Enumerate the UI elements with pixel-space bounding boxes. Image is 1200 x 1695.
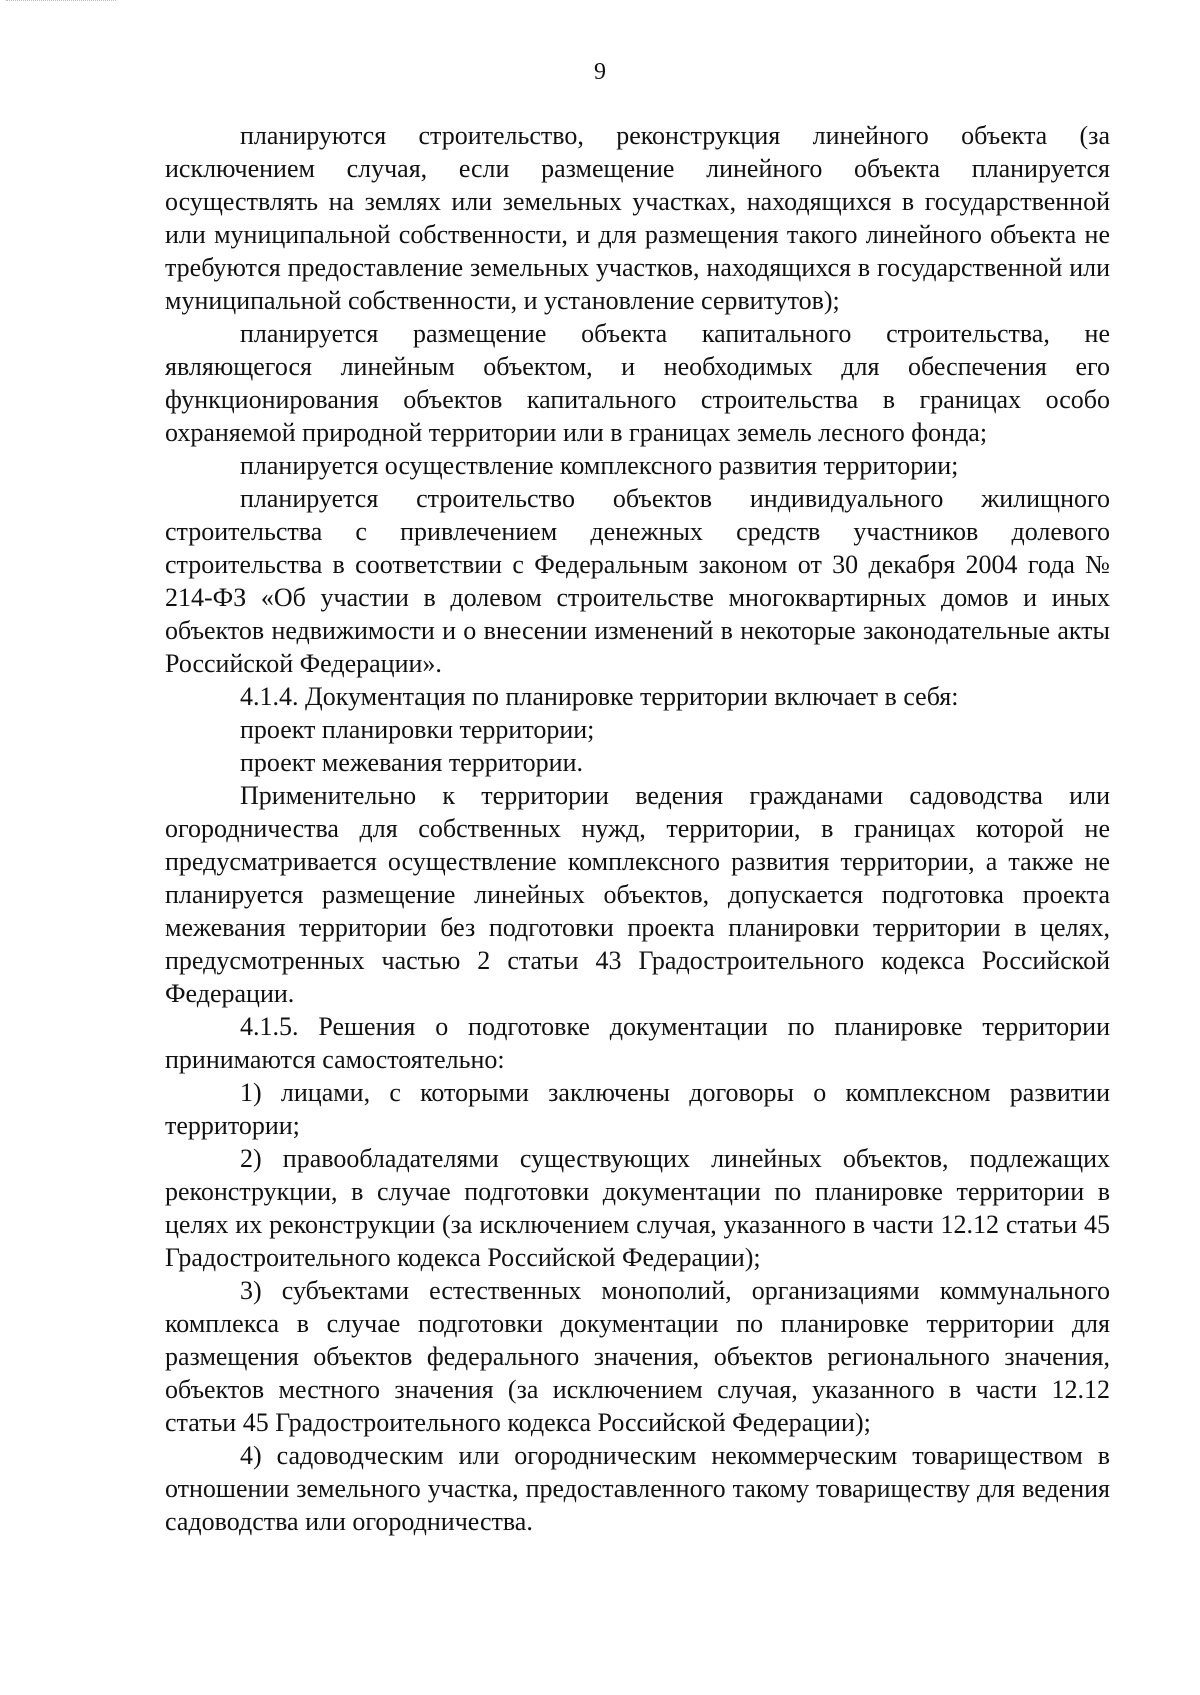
list-item: 4) садоводческим или огородническим некоммерческим товариществом в отношении земельного участка, предоставленного такому товариществу для ведения садоводства или огородничества. bbox=[165, 1441, 1110, 1536]
paragraph: проект планировки территории; bbox=[240, 715, 595, 744]
paragraph: планируется осуществление комплексного развития территории; bbox=[240, 451, 959, 480]
section-heading-4-1-5: 4.1.5. Решения о подготовке документации по планировке территории принимаются самостоятельно: bbox=[165, 1012, 1110, 1074]
section-heading-4-1-4: 4.1.4. Документация по планировке территории включает в себя: bbox=[240, 682, 959, 711]
paragraph: планируется размещение объекта капитального строительства, не являющегося линейным объектом, и необходимых для обеспечения его функционирования объектов капитального строительства в границах особо охраняемой природной территории или в границах земель лесного фонда; bbox=[165, 319, 1110, 447]
paragraph: планируются строительство, реконструкция линейного объекта (за исключением случая, если размещение линейного объекта планируется осуществлять на землях или земельных участках, находящихся в государственной или муниципальной собственности, и для размещения такого линейного объекта не требуются предоставление земельных участков, находящихся в государственной или муниципальной собственности, и установление сервитутов); bbox=[165, 121, 1110, 315]
page-number: 9 bbox=[594, 59, 606, 85]
list-item: 2) правообладателями существующих линейных объектов, подлежащих реконструкции, в случае подготовки документации по планировке территории в целях их реконструкции (за исключением случая, указанного в части 12.12 статьи 45 Градостроительного кодекса Российской Федерации); bbox=[165, 1144, 1110, 1272]
paragraph: планируется строительство объектов индивидуального жилищного строительства с привлечением денежных средств участников долевого строительства в соответствии с Федеральным законом от 30 декабря 2004 года № 214-ФЗ «Об участии в долевом строительстве многоквартирных домов и иных объектов недвижимости и о внесении изменений в некоторые законодательные акты Российской Федерации». bbox=[165, 484, 1110, 678]
scan-artifact bbox=[6, 0, 116, 7]
list-item: 3) субъектами естественных монополий, организациями коммунального комплекса в случае подготовки документации по планировке территории для размещения объектов федерального значения, объектов регионального значения, объектов местного значения (за исключением случая, указанного в части 12.12 статьи 45 Градостроительного кодекса Российской Федерации); bbox=[165, 1276, 1110, 1437]
list-item: 1) лицами, с которыми заключены договоры о комплексном развитии территории; bbox=[165, 1078, 1110, 1140]
paragraph: проект межевания территории. bbox=[240, 748, 584, 777]
paragraph: Применительно к территории ведения гражданами садоводства или огородничества для собственных нужд, территории, в границах которой не предусматривается осуществление комплексного развития территории, а также не планируется размещение линейных объектов, допускается подготовка проекта межевания территории без подготовки проекта планировки территории в целях, предусмотренных частью 2 статьи 43 Градостроительного кодекса Российской Федерации. bbox=[165, 781, 1110, 1008]
document-body bbox=[165, 119, 1110, 1538]
